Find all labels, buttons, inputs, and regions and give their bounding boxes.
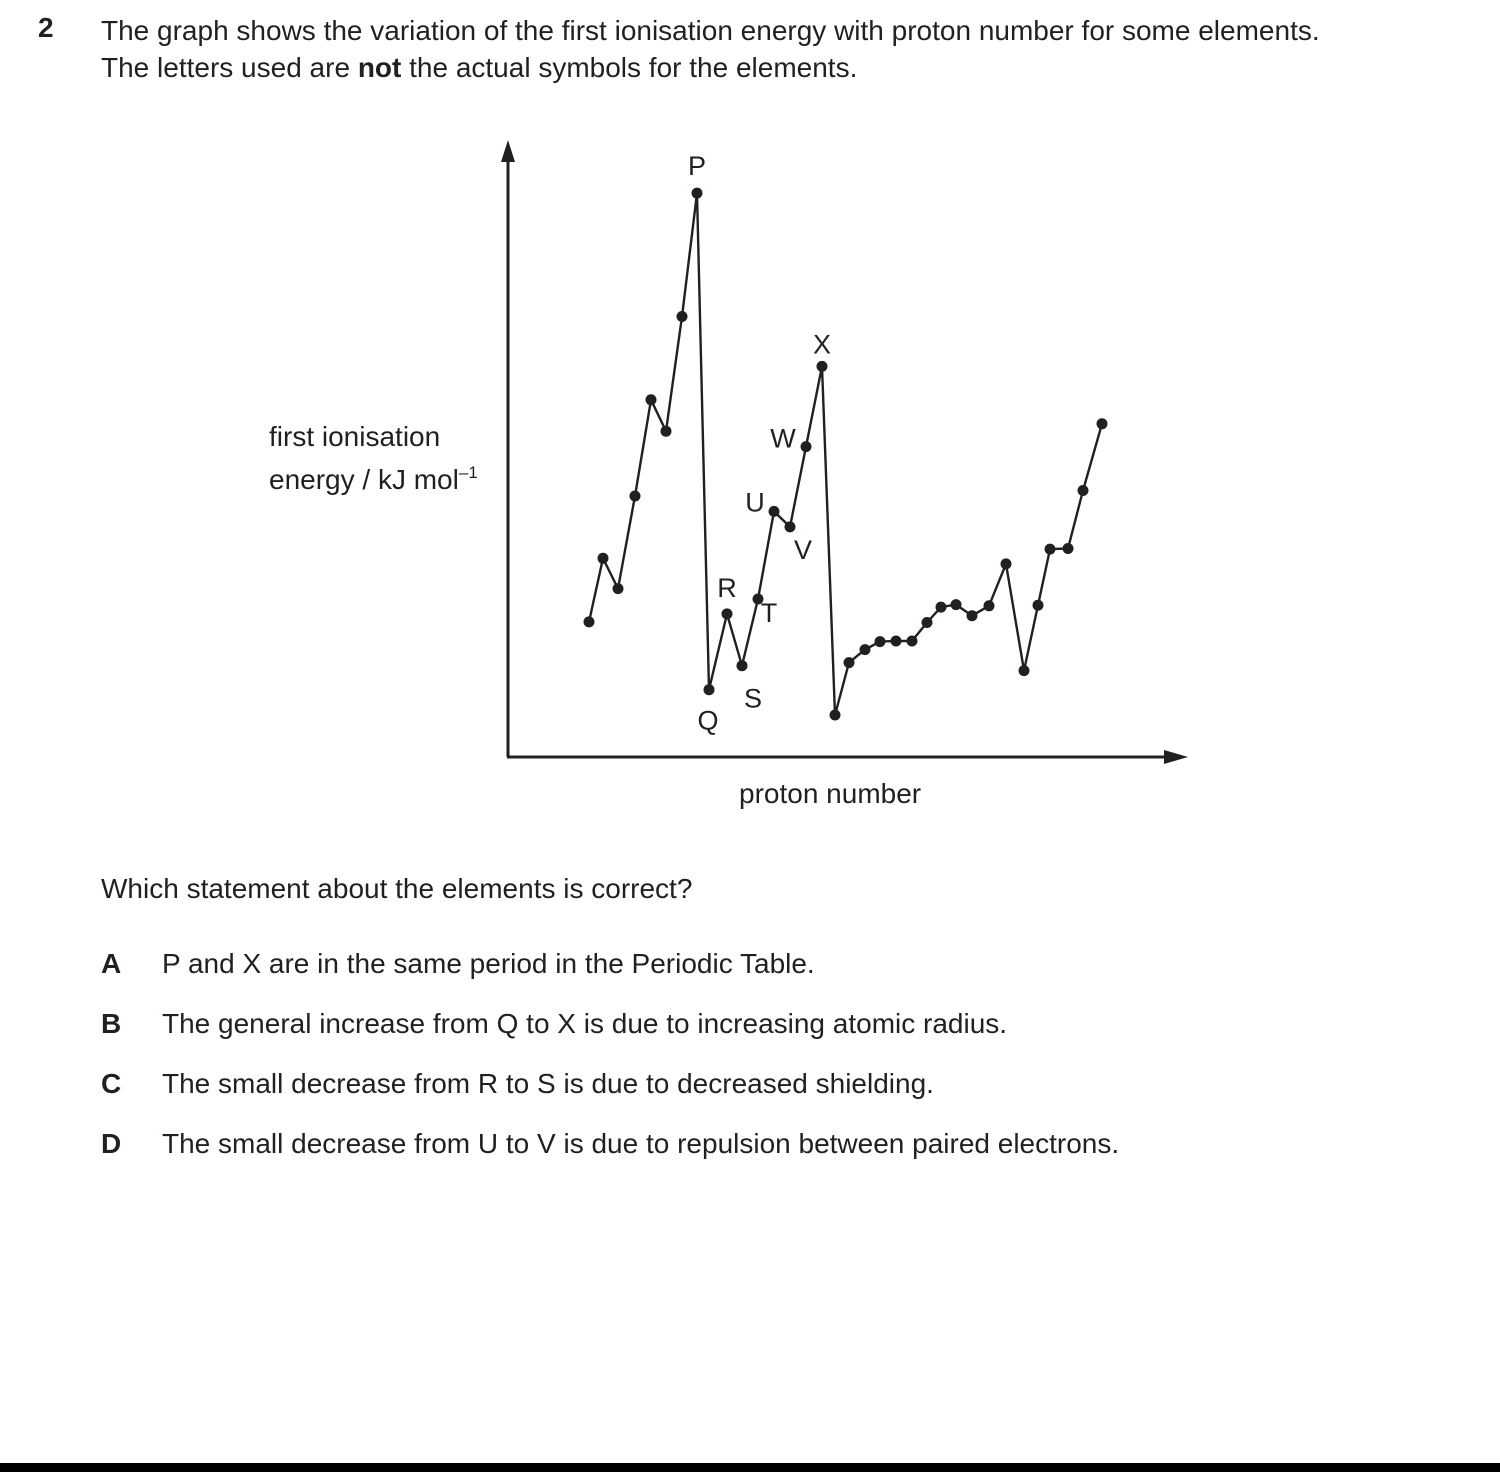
point-label-r: R [717,572,737,603]
y-axis-label [269,419,478,498]
data-points [584,188,1108,721]
data-point [967,610,978,621]
data-point [830,710,841,721]
data-point [737,660,748,671]
point-label-t: T [760,598,778,628]
point-label-v: V [793,534,813,565]
data-point [817,361,828,372]
intro-line-1: The graph shows the variation of the first ionisation energy with proton number for some elements. [101,15,1320,46]
option-b-text: The general increase from Q to X is due to increasing atomic radius. [162,1008,1008,1039]
data-point [844,657,855,668]
data-point [598,553,609,564]
option-d-text: The small decrease from U to V is due to repulsion between paired electrons. [162,1128,1120,1159]
data-point [1019,665,1030,676]
point-label-x: X [812,329,832,360]
point-label-u: U [745,487,765,518]
option-a-text: P and X are in the same period in the Periodic Table. [162,948,815,979]
y-axis-label-line-1: first ionisation [269,421,441,452]
option-c-letter: C [101,1068,122,1099]
option-a-letter: A [101,948,122,979]
point-label-w: W [770,423,796,454]
data-point [613,583,624,594]
data-point [785,521,796,532]
data-point [677,311,688,322]
option-c-text: The small decrease from R to S is due to decreased shielding. [162,1068,934,1099]
data-point [630,491,641,502]
data-point [1097,418,1108,429]
data-point [891,636,902,647]
data-point [936,602,947,613]
data-point [801,441,812,452]
x-axis-label: proton number [739,778,922,809]
series-line [589,193,1102,715]
point-label-p: P [687,151,707,182]
option-d-letter: D [101,1128,122,1159]
data-point [907,636,918,647]
y-axis-label-unit: energy / kJ mol [269,464,459,495]
y-axis-label-line-2 [269,455,478,498]
data-point [860,644,871,655]
data-point [704,684,715,695]
data-point [1033,600,1044,611]
point-label-s: S [743,683,763,714]
option-b-letter: B [101,1008,122,1039]
data-point [875,636,886,647]
question-prompt: Which statement about the elements is correct? [101,873,693,904]
intro-line-2-start: The letters used are [101,52,358,83]
data-point [1045,544,1056,555]
point-label-q: Q [697,705,719,736]
data-point [1001,558,1012,569]
intro-line-2-end: the actual symbols for the elements. [401,52,858,83]
intro-emphasis-not: not [357,52,402,83]
data-point [984,600,995,611]
y-axis-label-superscript: –1 [458,463,478,482]
data-point [661,426,672,437]
data-point [769,506,780,517]
data-point [646,394,657,405]
y-axis-arrowhead [501,140,515,162]
data-point [1063,543,1074,554]
data-point [584,616,595,627]
question-number: 2 [38,12,54,43]
data-point [1078,485,1089,496]
page-footer-bar [0,1463,1500,1472]
data-point [922,617,933,628]
data-point [722,608,733,619]
data-point [951,599,962,610]
x-axis-arrowhead [1164,750,1188,764]
data-point [692,188,703,199]
